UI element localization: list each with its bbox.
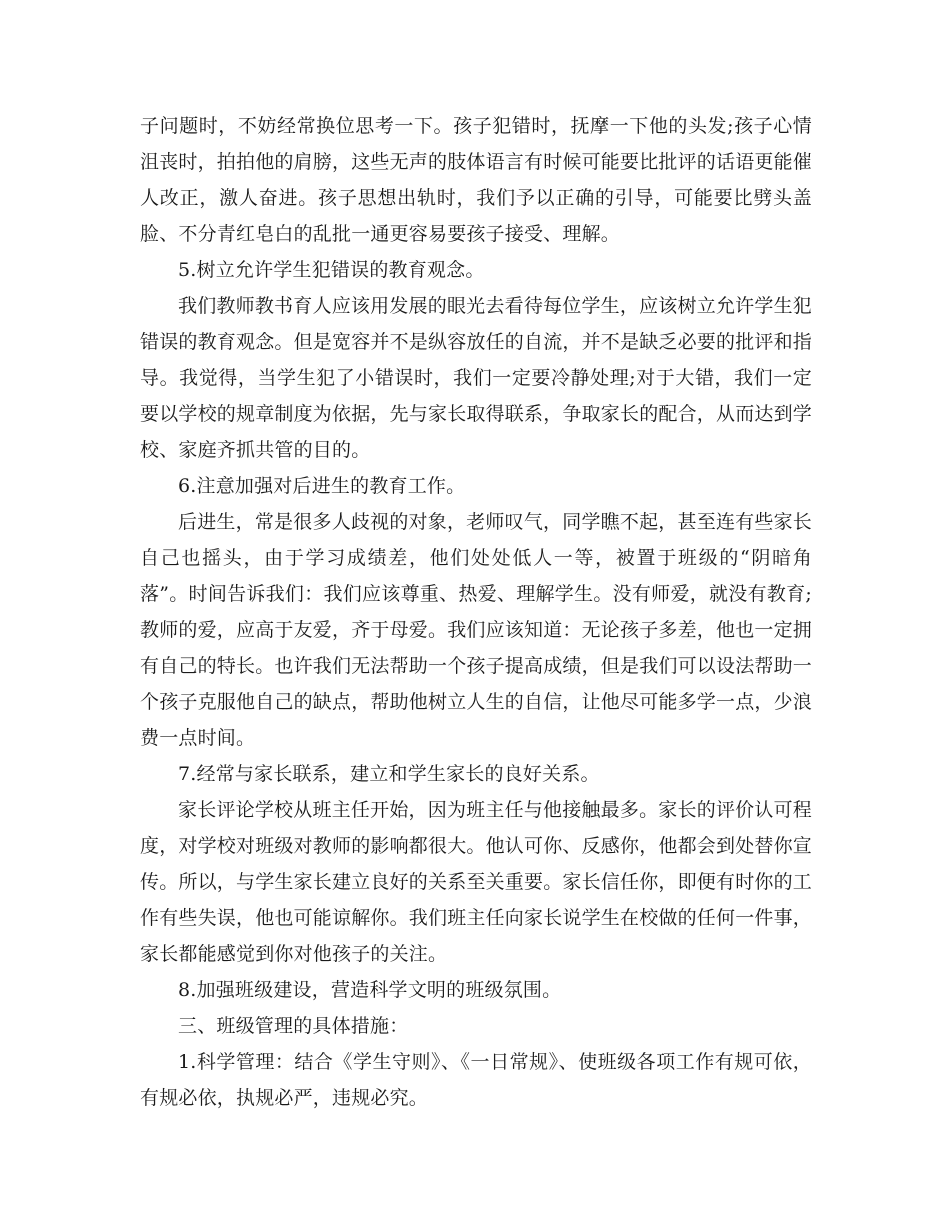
paragraph-6-body: 后进生，常是很多人歧视的对象，老师叹气，同学瞧不起，甚至连有些家长自己也摇头，由于学习成绩差，他们处处低人一等，被置于班级的“阴暗角落”。时间告诉我们：我们应该尊重、热爱、理解学生。没有师爱，就没有教育;教师的爱，应高于友爱，齐于母爱。我们应该知道：无论孩子多差，他也一定拥有自己的特长。也许我们无法帮助一个孩子提高成绩，但是我们可以设法帮助一个孩子克服他自己的缺点，帮助他树立人生的自信，让他尽可能多学一点，少浪费一点时间。	[140, 511, 813, 749]
paragraph-continuation: 子问题时，不妨经常换位思考一下。孩子犯错时，抚摩一下他的头发;孩子心情沮丧时，拍拍他的肩膀，这些无声的肢体语言有时候可能要比批评的话语更能催人改正，激人奋进。孩子思想出轨时，我们予以正确的引导，可能要比劈头盖脸、不分青红皂白的乱批一通更容易要孩子接受、理解。	[140, 115, 813, 245]
section-heading-8: 8.加强班级建设，营造科学文明的班级氛围。	[178, 979, 562, 1001]
document-body	[140, 108, 812, 1116]
section-heading-5: 5.树立允许学生犯错误的教育观念。	[178, 259, 485, 281]
paragraph-measures-1: 1.科学管理：结合《学生守则》、《一日常规》、使班级各项工作有规可依，有规必依，执规必严，违规必究。	[140, 1051, 812, 1109]
section-heading-6: 6.注意加强对后进生的教育工作。	[178, 475, 466, 497]
paragraph-5-body: 我们教师教书育人应该用发展的眼光去看待每位学生，应该树立允许学生犯错误的教育观念。但是宽容并不是纵容放任的自流，并不是缺乏必要的批评和指导。我觉得，当学生犯了小错误时，我们一定要冷静处理;对于大错，我们一定要以学校的规章制度为依据，先与家长取得联系，争取家长的配合，从而达到学校、家庭齐抓共管的目的。	[140, 295, 813, 461]
paragraph-7-body: 家长评论学校从班主任开始，因为班主任与他接触最多。家长的评价认可程度，对学校对班级对教师的影响都很大。他认可你、反感你，他都会到处替你宣传。所以，与学生家长建立良好的关系至关重要。家长信任你，即便有时你的工作有些失误，他也可能谅解你。我们班主任向家长说学生在校做的任何一件事，家长都能感觉到你对他孩子的关注。	[140, 799, 813, 965]
section-heading-measures: 三、班级管理的具体措施：	[178, 1015, 409, 1037]
section-heading-7: 7.经常与家长联系，建立和学生家长的良好关系。	[178, 763, 600, 785]
